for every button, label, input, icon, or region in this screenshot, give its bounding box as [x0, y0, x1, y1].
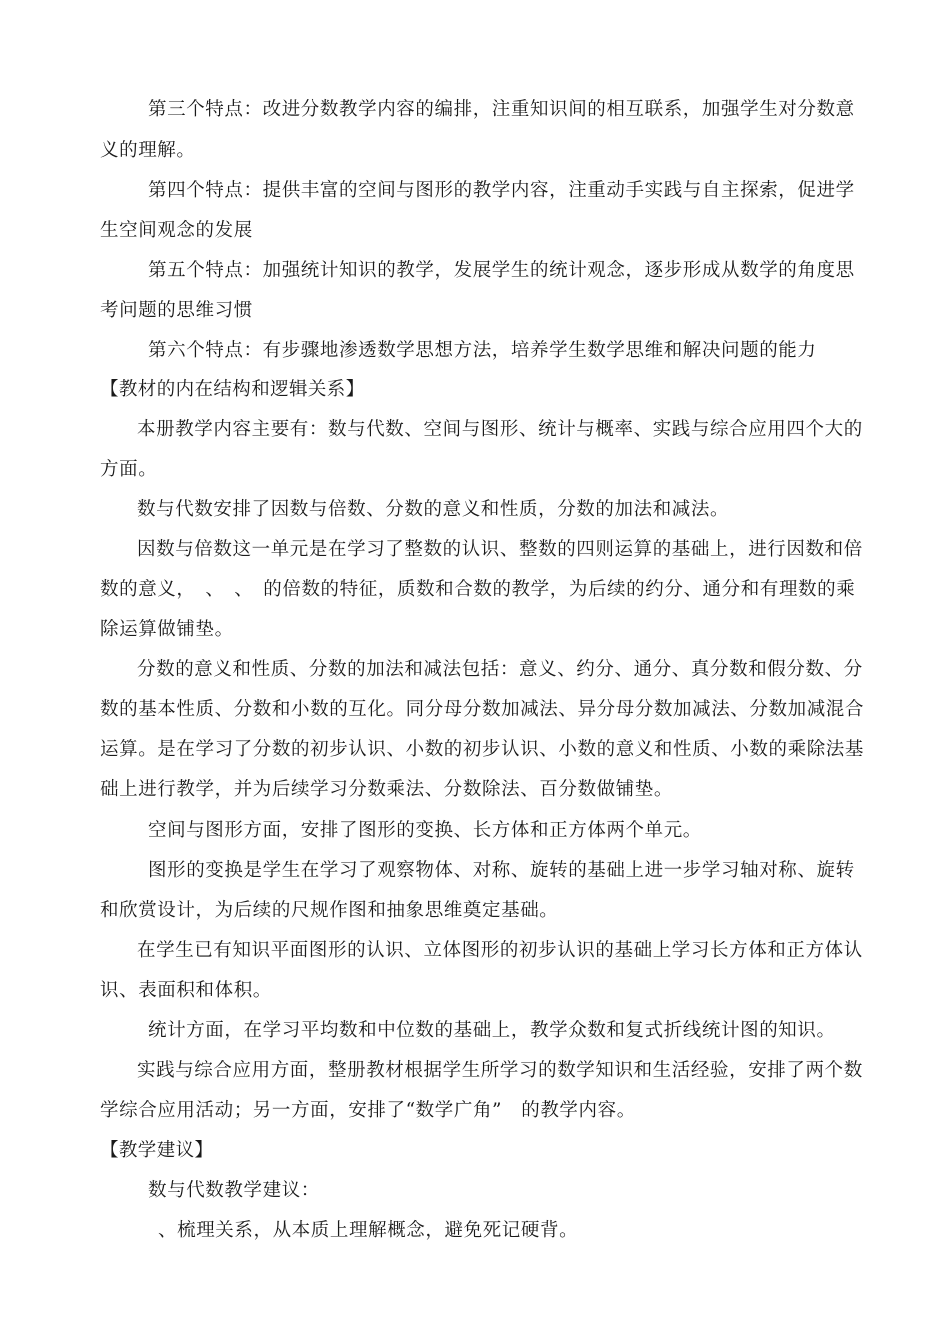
- paragraph-line: 因数与倍数这一单元是在学习了整数的认识、整数的四则运算的基础上，进行因数和倍: [137, 539, 863, 560]
- paragraph-line: 第五个特点：加强统计知识的教学，发展学生的统计观念，逐步形成从数学的角度思: [148, 260, 855, 281]
- paragraph-line: 除运算做铺垫。: [100, 619, 234, 640]
- paragraph-line: 生空间观念的发展: [100, 220, 253, 241]
- paragraph-line: 分数的意义和性质、分数的加法和减法包括：意义、约分、通分、真分数和假分数、分: [137, 659, 863, 680]
- paragraph-line: 空间与图形方面，安排了图形的变换、长方体和正方体两个单元。: [148, 820, 702, 841]
- paragraph-line: 运算。是在学习了分数的初步认识、小数的初步认识、小数的意义和性质、小数的乘除法基: [100, 739, 865, 760]
- paragraph-line: 识、表面积和体积。: [100, 980, 272, 1001]
- paragraph-line: 和欣赏设计，为后续的尺规作图和抽象思维奠定基础。: [100, 900, 559, 921]
- paragraph-line: 第四个特点：提供丰富的空间与图形的教学内容，注重动手实践与自主探索，促进学: [148, 180, 855, 201]
- paragraph-line: 实践与综合应用方面，整册教材根据学生所学习的数学知识和生活经验，安排了两个数: [137, 1060, 863, 1081]
- section-heading: 【教材的内在结构和逻辑关系】: [100, 379, 365, 400]
- paragraph-line: 、梳理关系，从本质上理解概念，避免死记硬背。: [158, 1220, 579, 1241]
- paragraph-line: 图形的变换是学生在学习了观察物体、对称、旋转的基础上进一步学习轴对称、旋转: [148, 860, 855, 881]
- section-heading: 【教学建议】: [100, 1140, 214, 1161]
- paragraph-line: 在学生已有知识平面图形的认识、立体图形的初步认识的基础上学习长方体和正方体认: [137, 940, 863, 961]
- paragraph-line: 学综合应用活动；另一方面，安排了“数学广角” 的教学内容。: [100, 1100, 636, 1121]
- paragraph-line: 数的基本性质、分数和小数的互化。同分母分数加减法、异分母分数加减法、分数加减混合: [100, 699, 865, 720]
- paragraph-line: 考问题的思维习惯: [100, 300, 253, 321]
- paragraph-line: 统计方面，在学习平均数和中位数的基础上，教学众数和复式折线统计图的知识。: [148, 1020, 836, 1041]
- paragraph-line: 本册教学内容主要有：数与代数、空间与图形、统计与概率、实践与综合应用四个大的: [137, 419, 863, 440]
- paragraph-line: 础上进行教学，并为后续学习分数乘法、分数除法、百分数做铺垫。: [100, 779, 674, 800]
- paragraph-line: 义的理解。: [100, 140, 196, 161]
- paragraph-line: 数与代数安排了因数与倍数、分数的意义和性质，分数的加法和减法。: [137, 499, 730, 520]
- paragraph-line: 第三个特点：改进分数教学内容的编排，注重知识间的相互联系，加强学生对分数意: [148, 99, 855, 120]
- paragraph-line: 方面。: [100, 459, 158, 480]
- paragraph-line: 数与代数教学建议：: [148, 1180, 320, 1201]
- paragraph-line: 第六个特点：有步骤地渗透数学思想方法，培养学生数学思维和解决问题的能力: [148, 340, 817, 361]
- paragraph-line: 数的意义， 、 、 的倍数的特征，质数和合数的教学，为后续的约分、通分和有理数的乘: [100, 579, 856, 600]
